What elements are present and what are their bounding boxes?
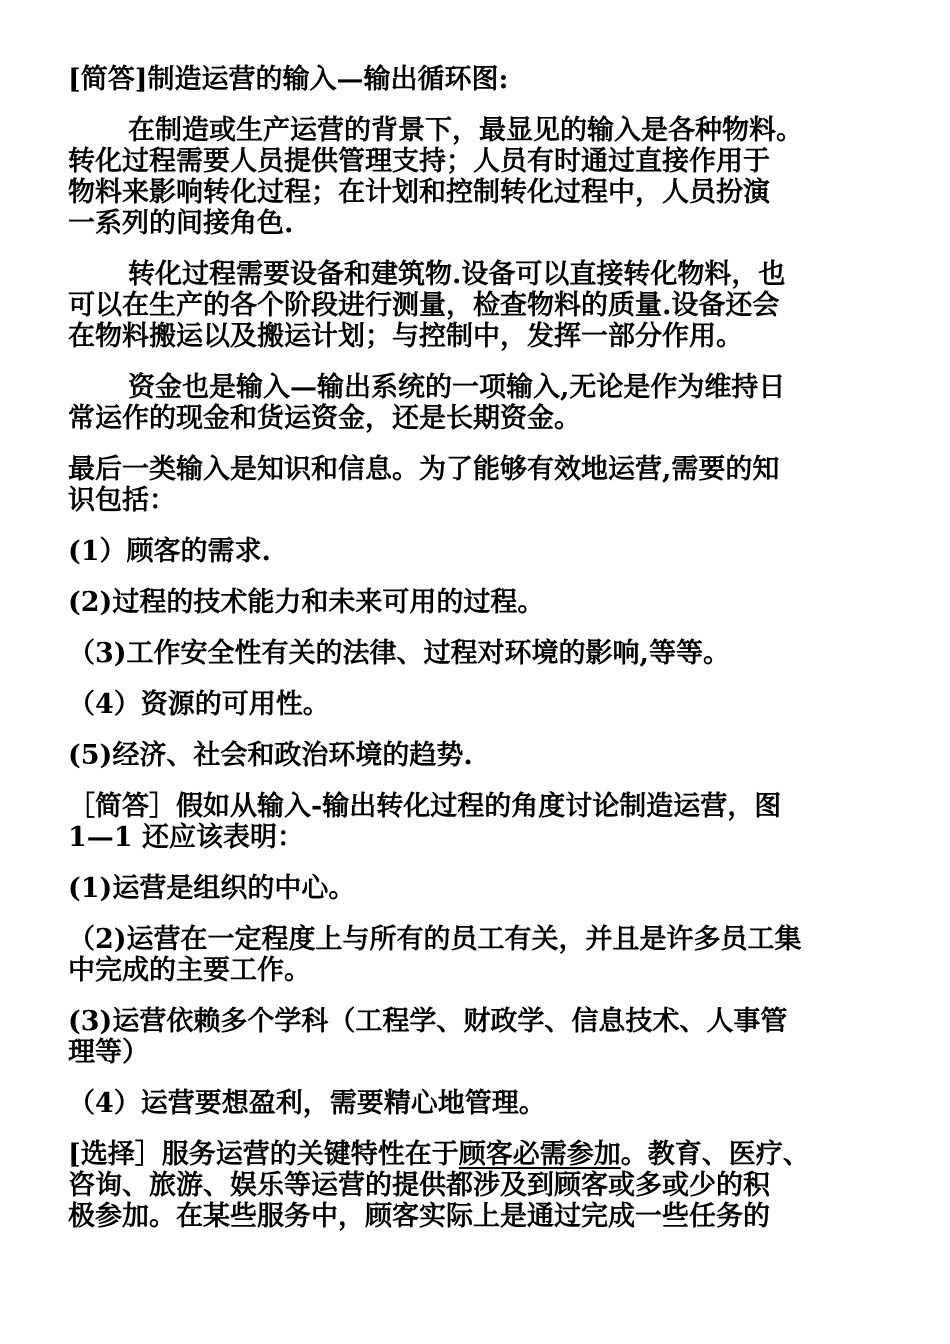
line-text: (5)经济、社会和政治环境的趋势. (68, 740, 473, 771)
text-segment: [选择］服务运营的关键特性在于 (68, 1139, 459, 1170)
line-text: 中完成的主要工作。 (68, 955, 311, 986)
text-line (68, 454, 888, 485)
paragraph (68, 1088, 888, 1119)
paragraph (68, 64, 888, 95)
line-text: 可以在生产的各个阶段进行测量，检查物料的质量.设备还会 (68, 290, 780, 321)
document-body (68, 64, 888, 1119)
line-text: 常运作的现金和货运资金，还是长期资金。 (68, 403, 581, 434)
text-line (68, 259, 888, 290)
paragraph (68, 740, 888, 771)
text-line (68, 1088, 888, 1119)
text-line (68, 587, 888, 618)
text-segment: 。教育、医疗、 (620, 1139, 810, 1170)
paragraph-service-operations (68, 1139, 888, 1232)
paragraph (68, 536, 888, 567)
paragraph (68, 873, 888, 904)
text-line (68, 822, 888, 853)
text-line (68, 208, 888, 239)
paragraph (68, 638, 888, 669)
line-text: ［简答］假如从输入-输出转化过程的角度讨论制造运营，图 (68, 791, 782, 822)
line-text: （2)运营在一定程度上与所有的员工有关，并且是许多员工集 (68, 924, 802, 955)
line-text: 转化过程需要人员提供管理支持；人员有时通过直接作用于 (68, 146, 770, 177)
text-line (68, 64, 888, 95)
text-line (68, 955, 888, 986)
text-line (68, 485, 888, 516)
line-text: 最后一类输入是知识和信息。为了能够有效地运营,需要的知 (68, 454, 780, 485)
text-line (68, 873, 888, 904)
paragraph (68, 587, 888, 618)
text-line (68, 689, 888, 720)
line-text: 在制造或生产运营的背景下，最显见的输入是各种物料。 (128, 115, 803, 146)
text-line: 咨询、旅游、娱乐等运营的提供都涉及到顾客或多或少的积 (68, 1170, 770, 1201)
line-text: （4）资源的可用性。 (68, 689, 330, 720)
text-line (68, 321, 888, 352)
paragraph (68, 372, 888, 434)
text-line (68, 290, 888, 321)
text-line (68, 924, 888, 955)
text-line (68, 740, 888, 771)
paragraph (68, 791, 888, 853)
line-text: (1)运营是组织的中心。 (68, 873, 356, 904)
paragraph (68, 924, 888, 986)
text-line: 极参加。在某些服务中，顾客实际上是通过完成一些任务的 (68, 1201, 770, 1232)
line-text: 理等） (68, 1037, 149, 1068)
text-line (68, 115, 888, 146)
document-page (68, 64, 888, 1252)
line-text: 一系列的间接角色. (68, 208, 294, 239)
line-text: 1—1 还应该表明： (68, 822, 304, 853)
paragraph (68, 454, 888, 516)
paragraph (68, 259, 888, 352)
text-line (68, 638, 888, 669)
text-line (68, 403, 888, 434)
paragraph (68, 115, 888, 239)
line-text: 识包括： (68, 485, 176, 516)
line-text: (3)运营依赖多个学科（工程学、财政学、信息技术、人事管 (68, 1006, 788, 1037)
text-line (68, 146, 888, 177)
text-line (68, 536, 888, 567)
text-line (68, 1037, 888, 1068)
text-line (68, 372, 888, 403)
text-line (68, 1139, 888, 1170)
line-text: (1）顾客的需求. (68, 536, 271, 567)
text-line (68, 1006, 888, 1037)
line-text: (2)过程的技术能力和未来可用的过程。 (68, 587, 545, 618)
text-line (68, 177, 888, 208)
line-text: 资金也是输入—输出系统的一项输入,无论是作为维持日 (128, 372, 786, 403)
line-text: （3)工作安全性有关的法律、过程对环境的影响,等等。 (68, 638, 730, 669)
line-text: 在物料搬运以及搬运计划；与控制中，发挥一部分作用。 (68, 321, 743, 352)
line-text: [简答]制造运营的输入—输出循环图: (68, 64, 509, 95)
line-text: （4）运营要想盈利，需要精心地管理。 (68, 1088, 546, 1119)
line-text: 物料来影响转化过程；在计划和控制转化过程中，人员扮演 (68, 177, 770, 208)
paragraph (68, 689, 888, 720)
text-line (68, 791, 888, 822)
line-text: 转化过程需要设备和建筑物.设备可以直接转化物料，也 (128, 259, 786, 290)
paragraph (68, 1006, 888, 1068)
underlined-answer: 顾客必需参加 (458, 1139, 621, 1170)
